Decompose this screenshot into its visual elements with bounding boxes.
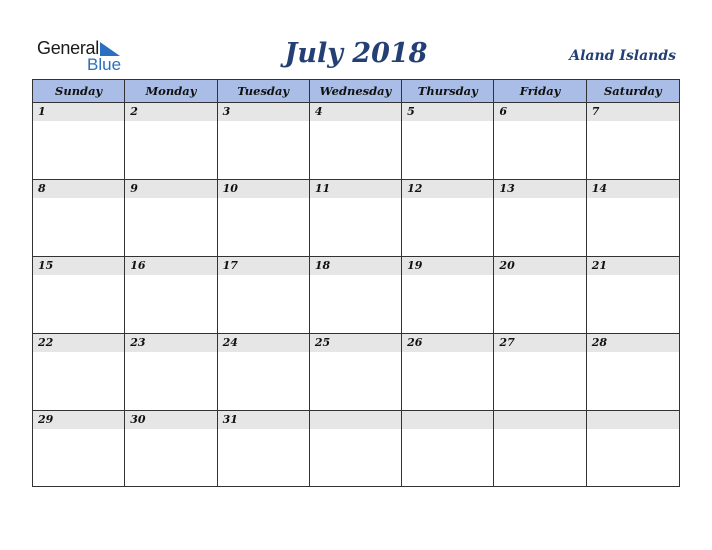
day-number: 24 (218, 334, 309, 352)
day-number: 14 (587, 180, 679, 198)
day-number: 21 (587, 257, 679, 275)
day-cell (402, 411, 494, 487)
day-number (494, 411, 585, 429)
logo-text-blue: Blue (87, 55, 122, 74)
day-number: 10 (218, 180, 309, 198)
day-cell (402, 180, 494, 256)
day-number: 23 (125, 334, 216, 352)
day-cell (494, 180, 586, 256)
logo-text-general: General (37, 38, 99, 58)
day-number: 1 (33, 103, 124, 121)
day-cell (125, 411, 217, 487)
day-number: 8 (33, 180, 124, 198)
weekday-thursday: Thursday (402, 80, 494, 102)
day-cell (587, 257, 679, 333)
week-row (33, 334, 679, 411)
day-number: 12 (402, 180, 493, 198)
weekday-header (33, 80, 679, 103)
day-cell (494, 411, 586, 487)
weekday-sunday: Sunday (33, 80, 125, 102)
week-row (33, 257, 679, 334)
day-number: 16 (125, 257, 216, 275)
day-cell (494, 103, 586, 179)
day-number: 15 (33, 257, 124, 275)
day-cell (125, 180, 217, 256)
day-cell (125, 334, 217, 410)
week-row (33, 103, 679, 180)
weekday-monday: Monday (125, 80, 217, 102)
day-cell (125, 257, 217, 333)
day-number: 20 (494, 257, 585, 275)
day-cell (402, 334, 494, 410)
day-number: 3 (218, 103, 309, 121)
day-number: 18 (310, 257, 401, 275)
day-number: 28 (587, 334, 679, 352)
day-cell (33, 257, 125, 333)
day-number: 22 (33, 334, 124, 352)
day-number: 31 (218, 411, 309, 429)
day-number: 19 (402, 257, 493, 275)
day-number: 29 (33, 411, 124, 429)
day-cell (310, 103, 402, 179)
day-cell (218, 257, 310, 333)
day-number: 9 (125, 180, 216, 198)
day-number: 4 (310, 103, 401, 121)
day-number: 27 (494, 334, 585, 352)
day-number: 6 (494, 103, 585, 121)
day-number: 30 (125, 411, 216, 429)
day-cell (33, 411, 125, 487)
day-number: 5 (402, 103, 493, 121)
day-number (402, 411, 493, 429)
week-row (33, 180, 679, 257)
day-cell (125, 103, 217, 179)
day-cell (402, 103, 494, 179)
weekday-wednesday: Wednesday (310, 80, 402, 102)
day-number: 11 (310, 180, 401, 198)
day-cell (402, 257, 494, 333)
day-cell (218, 411, 310, 487)
day-cell (310, 411, 402, 487)
weekday-tuesday: Tuesday (218, 80, 310, 102)
day-cell (218, 334, 310, 410)
day-cell (33, 180, 125, 256)
day-number (310, 411, 401, 429)
day-number: 26 (402, 334, 493, 352)
calendar-grid (32, 79, 680, 487)
week-row (33, 411, 679, 487)
day-cell (310, 180, 402, 256)
day-number: 17 (218, 257, 309, 275)
day-cell (310, 334, 402, 410)
day-cell (587, 103, 679, 179)
day-cell (587, 180, 679, 256)
region-label: Aland Islands (569, 48, 676, 64)
day-number: 13 (494, 180, 585, 198)
day-cell (218, 103, 310, 179)
day-number: 2 (125, 103, 216, 121)
weekday-friday: Friday (494, 80, 586, 102)
day-number: 25 (310, 334, 401, 352)
weekday-saturday: Saturday (604, 84, 662, 98)
day-cell (494, 334, 586, 410)
day-cell (587, 334, 679, 410)
day-cell (310, 257, 402, 333)
day-number: 7 (587, 103, 679, 121)
calendar-title: July 2018 (284, 38, 428, 69)
day-cell (587, 411, 679, 487)
day-cell (218, 180, 310, 256)
day-number (587, 411, 679, 429)
day-cell (33, 334, 125, 410)
day-cell (33, 103, 125, 179)
day-cell (494, 257, 586, 333)
